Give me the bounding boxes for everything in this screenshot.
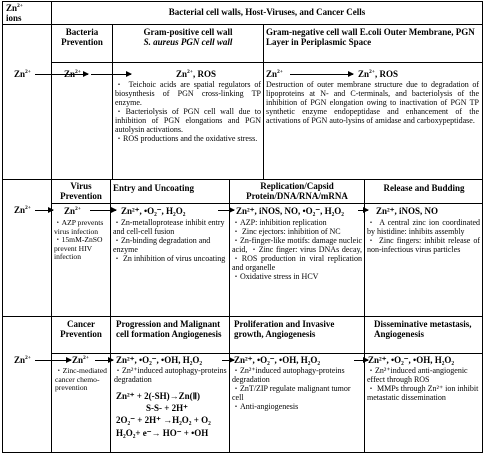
rule-b1 (112, 24, 113, 179)
entry-header: Entry and Uncoating (113, 183, 195, 193)
row-virus-zn: $Zn^{2+}$ (14, 205, 31, 215)
equation-1b: S-S- + 2H⁺ (146, 403, 188, 413)
entry-body: ・Zn-metalloprotease inhibit entry and cell-cell fusion ・Zn-binding degradation and enzyme ・ Zn inhibition of virus uncoating (113, 218, 226, 263)
proliferation-header: Proliferation and Invasive growth, Angiogenesis (234, 319, 335, 340)
bacteria-prevention-header: Bacteria Prevention (61, 27, 103, 48)
corner-label: $Zn^{2+}$ ions (6, 3, 23, 24)
arrow-cancer-2 (95, 360, 113, 361)
rule-title (2, 24, 483, 25)
cancer-prevention-zn: $Zn^{2+}$ (72, 355, 89, 365)
virus-prevention-body: ・AZP prevents virus infection ・15mM-ZnSO prevent HIV infection (54, 218, 104, 261)
rule-v1 (110, 179, 111, 453)
progression-body: ・Zn²⁺induced autophagy-proteins degradation (114, 366, 227, 384)
rule-left-col (51, 1, 52, 453)
table-title: Bacterial cell walls, Host-Viruses, and Cancer Cells (168, 7, 366, 17)
arrow-virus-1 (35, 210, 53, 211)
rule-virus-header (51, 203, 483, 204)
gram-negative-zn-small: $Zn^{2+}$ (266, 69, 283, 79)
gram-positive-header: Gram-positive cell wall S. aureus PGN cell wall (143, 27, 233, 48)
equation-2: 2O₂⁻ + 2H⁺ →H₂O₂ + O₂ (116, 415, 211, 425)
rule-v3 (364, 179, 365, 453)
gram-positive-body: ・ Teichoic acids are spatial regulators of biosynthesis of PGN cross-linking TP enzyme. ・Bacteriolysis of PGN cell wall due to inhibition of PGN elongations and PGN autolysin activations. ・ROS productions and the oxidative stress. (115, 80, 261, 143)
row-cancer-zn: $Zn^{2+}$ (14, 355, 31, 365)
progression-header: Progression and Malignant cell formation Angiogenesis (116, 319, 222, 340)
gram-positive-ions: $Zn^{2+}$, ROS (176, 69, 216, 79)
equation-3: H₂O₂+ e⁻→ HO⁻ + •OH (116, 428, 209, 438)
equation-1: Zn²⁺ + 2(-SH)→Zn(Ⅱ) (116, 391, 201, 401)
cancer-prevention-body: ・Zinc-mediated cancer chemo-prevention (55, 366, 107, 392)
arrow-bacteria-2 (91, 74, 131, 75)
arrow-virus-3 (218, 210, 234, 211)
cancer-prevention-header: Cancer Prevention (60, 319, 102, 340)
gram-negative-header: Gram-negative cell wall E.coli Outer Membrane, PGN Layer in Periplasmic Space (266, 27, 475, 48)
replication-header: Replication/Capsid Protein/DNA/RNA/mRNA (246, 181, 348, 202)
arrow-bacteria-3 (290, 74, 353, 75)
entry-ions: Zn²⁺, •O₂⁻, H₂O₂ (121, 206, 186, 216)
arrow-cancer-1 (35, 360, 71, 361)
gram-negative-ions: $Zn^{2+}$, ROS (358, 69, 398, 79)
progression-ions: Zn²⁺, •O₂⁻, •OH, H₂O₂ (116, 355, 203, 365)
bacteria-prevention-zn: $Zn^{2+}$ (64, 69, 81, 79)
arrow-virus-4 (358, 210, 368, 211)
row-bacteria-zn: $Zn^{2+}$ (14, 69, 31, 79)
arrow-virus-2 (90, 210, 116, 211)
proliferation-ions: Zn²⁺, •O₂⁻, •OH, H₂O₂ (234, 355, 321, 365)
metastasis-header: Disseminative metastasis, Angiogenesis (374, 319, 472, 340)
virus-prevention-header: Virus Prevention (60, 181, 102, 202)
rule-virus-end (2, 316, 483, 317)
rule-b2 (263, 24, 264, 179)
release-body: ・ A central zinc ion coordinated by histidine: inhibits assembly ・ Zinc fingers: inhibit release of non-infectious virus particles (367, 218, 480, 254)
proliferation-body: ・Zn²⁺induced autophagy-proteins degradation ・ZnT/ZIP regulate malignant tumor cell ・Anti-angiogenesis (232, 366, 351, 411)
arrow-cancer-4 (354, 360, 368, 361)
rule-v2 (229, 179, 230, 453)
virus-prevention-zn: $Zn^{2+}$ (64, 206, 81, 216)
rule-bacteria-header (51, 62, 483, 63)
replication-body: ・AZP: inhibition replication ・ Zinc ejectors: inhibition of NC ・Zn-finger-like motifs: damage nucleic acid, ・Zinc finger: virus DNAs decay, ・ROS production in viral replication and organelle ・Oxidative stress in HCV (232, 218, 362, 281)
metastasis-ions: Zn²⁺, •O₂⁻, •OH, H₂O₂ (368, 355, 455, 365)
gram-negative-body: Destruction of outer membrane structure due to degradation of lipoproteins at N- and C-terminals, and bacteriolysis of the inhibition of PGN elongation owing to inactivation of PGN TP synthetic enzyme endopeptidase and enhancement of the activations of PGN auto-lysins of amidase and carboxypeptidase. (266, 80, 479, 125)
release-ions: Zn²⁺, iNOS, NO (376, 206, 438, 216)
arrow-cancer-3 (222, 360, 234, 361)
metastasis-body: ・Zn²⁺induced anti-angiogenic effect through ROS ・ MMPs through Zn²⁺ ion inhibit metastatic dissemination (367, 366, 479, 402)
rule-bacteria-end (2, 179, 483, 180)
rule-cancer-header (51, 353, 483, 354)
release-header: Release and Budding (383, 183, 465, 193)
replication-ions: Zn²⁺, iNOS, NO, •O₂⁻, H₂O₂ (236, 206, 344, 216)
